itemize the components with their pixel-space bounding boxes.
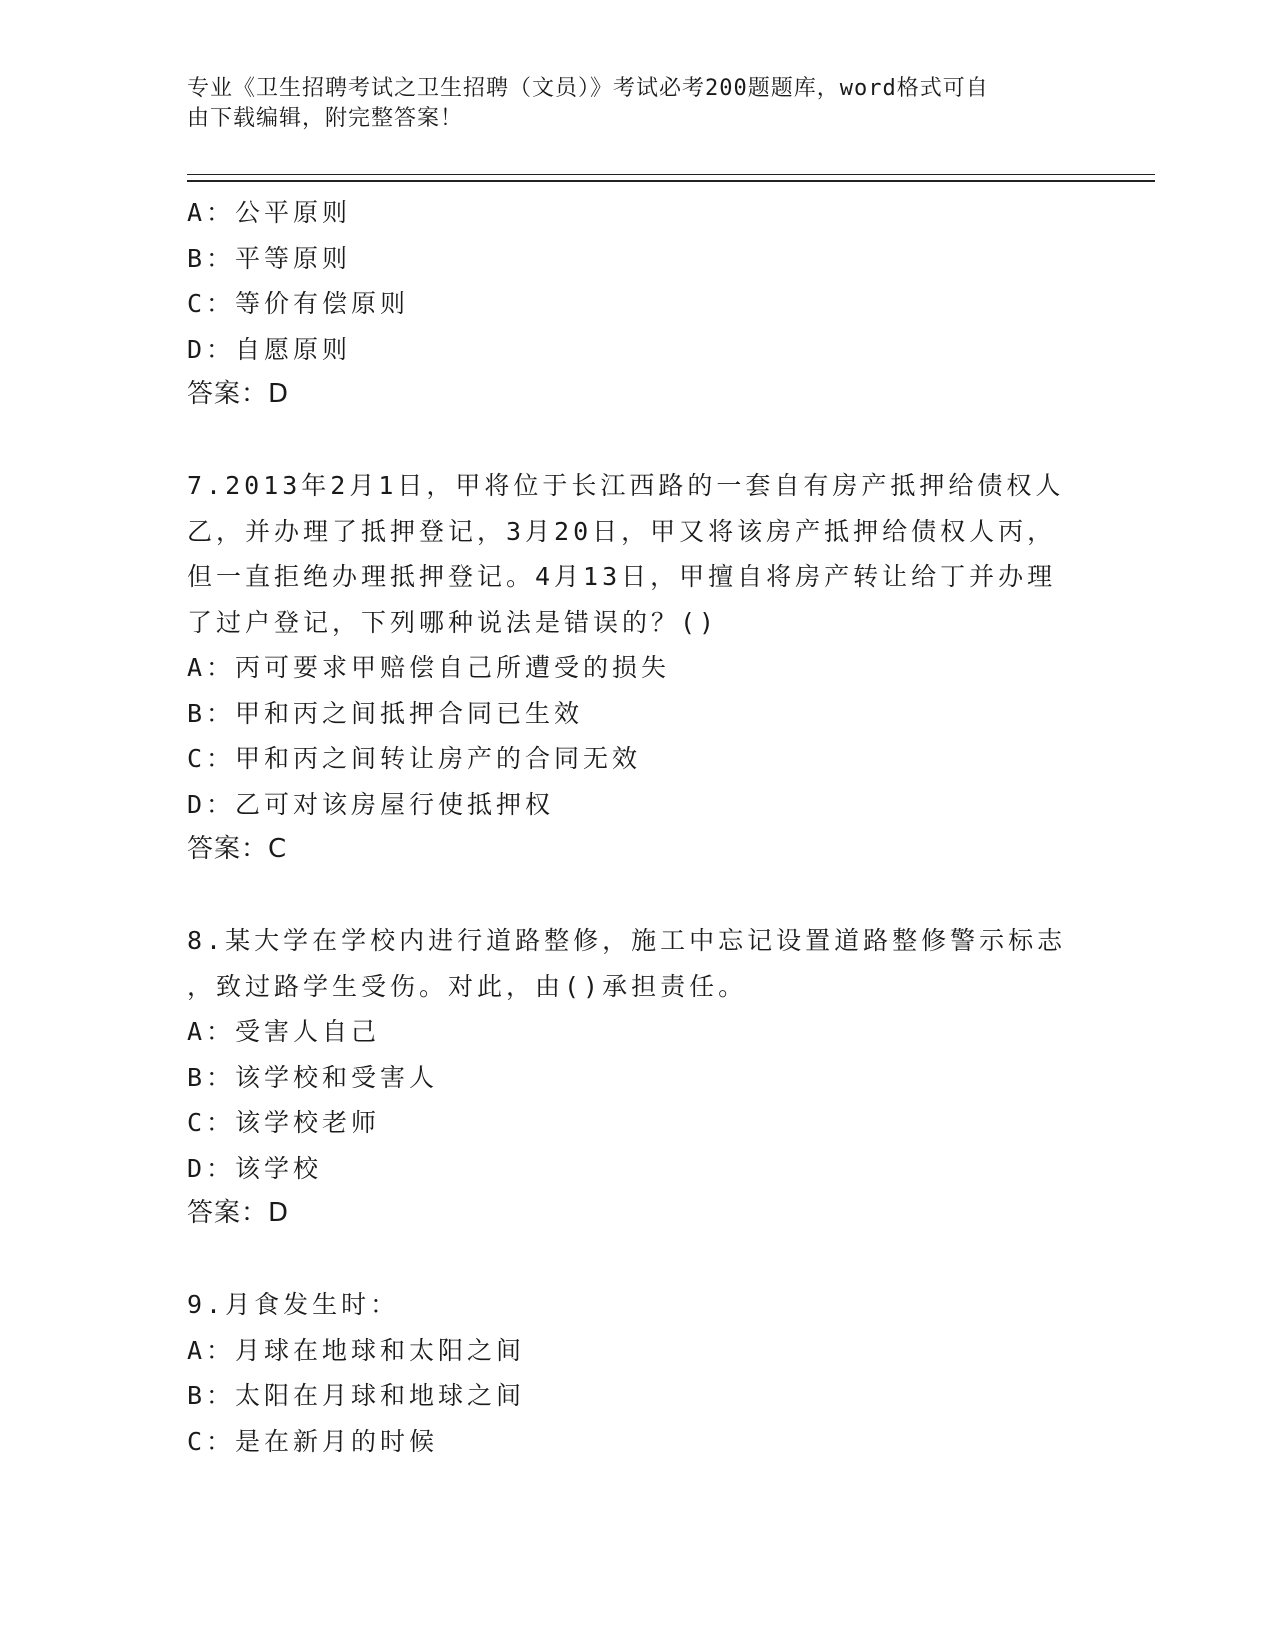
document-header <box>187 74 1067 134</box>
option-b: B：该学校和受害人 <box>187 1062 439 1092</box>
option-a: A：月球在地球和太阳之间 <box>187 1335 526 1365</box>
header-divider <box>187 174 1155 182</box>
question-stem-line: 但一直拒绝办理抵押登记。4月13日，甲擅自将房产转让给丁并办理 <box>187 562 1057 591</box>
question-9 <box>187 1282 1087 1464</box>
option-a: A：公平原则 <box>187 198 352 227</box>
question-6 <box>187 190 1087 418</box>
option-c: C：甲和丙之间转让房产的合同无效 <box>187 744 642 773</box>
header-line-1: 专业《卫生招聘考试之卫生招聘（文员）》考试必考200题题库，word格式可自 <box>187 76 989 101</box>
question-stem-line: ，致过路学生受伤。对此，由()承担责任。 <box>187 971 748 1001</box>
header-line-2: 由下载编辑，附完整答案！ <box>187 106 464 131</box>
question-stem-line: 7.2013年2月1日，甲将位于长江西路的一套自有房产抵押给债权人 <box>187 471 1065 500</box>
option-b: B：平等原则 <box>187 243 352 273</box>
question-8 <box>187 918 1087 1237</box>
option-a: A：丙可要求甲赔偿自己所遭受的损失 <box>187 653 671 682</box>
option-c: C：等价有偿原则 <box>187 289 410 318</box>
answer: 答案：C <box>187 834 288 864</box>
question-stem-line: 了过户登记，下列哪种说法是错误的？() <box>187 607 719 637</box>
option-d: D：自愿原则 <box>187 334 352 364</box>
question-stem-line: 乙，并办理了抵押登记，3月20日，甲又将该房产抵押给债权人丙， <box>187 516 1057 546</box>
option-d: D：乙可对该房屋行使抵押权 <box>187 789 555 819</box>
question-stem-line: 8.某大学在学校内进行道路整修，施工中忘记设置道路整修警示标志 <box>187 926 1067 955</box>
option-c: C：该学校老师 <box>187 1108 381 1137</box>
question-stem-line: 9.月食发生时： <box>187 1290 400 1319</box>
question-7 <box>187 463 1087 873</box>
spacer <box>187 418 1087 464</box>
answer: 答案：D <box>187 1198 290 1228</box>
option-b: B：甲和丙之间抵押合同已生效 <box>187 698 584 728</box>
answer: 答案：D <box>187 379 290 409</box>
option-b: B：太阳在月球和地球之间 <box>187 1381 526 1410</box>
spacer <box>187 1237 1087 1283</box>
option-c: C：是在新月的时候 <box>187 1426 439 1456</box>
option-d: D：该学校 <box>187 1153 323 1183</box>
question-list <box>187 190 1087 1464</box>
option-a: A：受害人自己 <box>187 1017 381 1046</box>
spacer <box>187 873 1087 919</box>
